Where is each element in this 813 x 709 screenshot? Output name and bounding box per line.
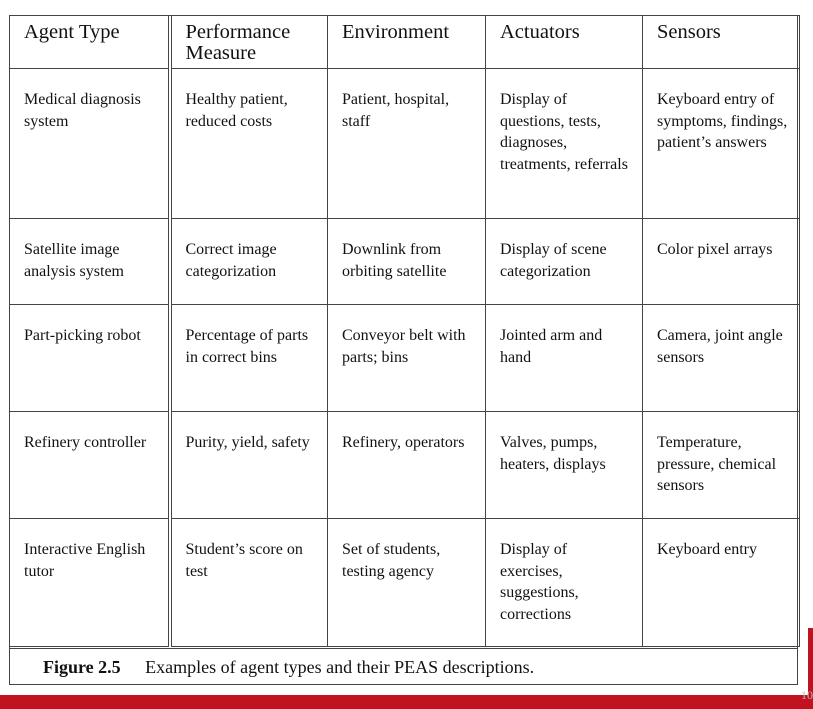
- table-row: [10, 519, 800, 647]
- cell-sensors: Color pixel arrays: [643, 219, 800, 305]
- cell-performance-measure: Student’s score on test: [170, 519, 328, 647]
- cell-sensors: Camera, joint angle sensors: [643, 305, 800, 412]
- figure-caption: [9, 648, 798, 685]
- cell-environment: Downlink from orbiting satellite: [328, 219, 486, 305]
- cell-agent-type: Interactive English tutor: [10, 519, 170, 647]
- cell-performance-measure: Healthy patient, reduced costs: [170, 69, 328, 219]
- table-row: [10, 69, 800, 219]
- cell-performance-measure: Percentage of parts in correct bins: [170, 305, 328, 412]
- header-agent-type: Agent Type: [10, 16, 170, 69]
- header-environment: Environment: [328, 16, 486, 69]
- header-performance-measure: Performance Measure: [170, 16, 328, 69]
- header-sensors: Sensors: [643, 16, 800, 69]
- cell-performance-measure: Correct image categorization: [170, 219, 328, 305]
- table-row: [10, 219, 800, 305]
- cell-actuators: Display of questions, tests, diagnoses, treatments, referrals: [486, 69, 643, 219]
- cell-actuators: Display of exercises, suggestions, corrections: [486, 519, 643, 647]
- cell-agent-type: Part-picking robot: [10, 305, 170, 412]
- cell-actuators: Display of scene categorization: [486, 219, 643, 305]
- cell-environment: Patient, hospital, staff: [328, 69, 486, 219]
- cell-actuators: Valves, pumps, heaters, displays: [486, 412, 643, 519]
- cell-sensors: Keyboard entry: [643, 519, 800, 647]
- cell-sensors: Keyboard entry of symptoms, findings, patient’s answers: [643, 69, 800, 219]
- caption-text: Examples of agent types and their PEAS descriptions.: [145, 657, 535, 677]
- cell-performance-measure: Purity, yield, safety: [170, 412, 328, 519]
- cell-agent-type: Medical diagnosis system: [10, 69, 170, 219]
- cell-environment: Set of students, testing agency: [328, 519, 486, 647]
- cell-sensors: Temperature, pressure, chemical sensors: [643, 412, 800, 519]
- cell-actuators: Jointed arm and hand: [486, 305, 643, 412]
- accent-bar-bottom: [0, 695, 813, 709]
- header-actuators: Actuators: [486, 16, 643, 69]
- cell-environment: Refinery, operators: [328, 412, 486, 519]
- cell-agent-type: Satellite image analysis system: [10, 219, 170, 305]
- cell-environment: Conveyor belt with parts; bins: [328, 305, 486, 412]
- caption-label: Figure 2.5: [43, 657, 121, 677]
- cell-agent-type: Refinery controller: [10, 412, 170, 519]
- table-row: [10, 305, 800, 412]
- peas-table: [9, 15, 800, 647]
- header-row: [10, 16, 800, 69]
- table-row: [10, 412, 800, 519]
- page-number: 10: [801, 688, 813, 702]
